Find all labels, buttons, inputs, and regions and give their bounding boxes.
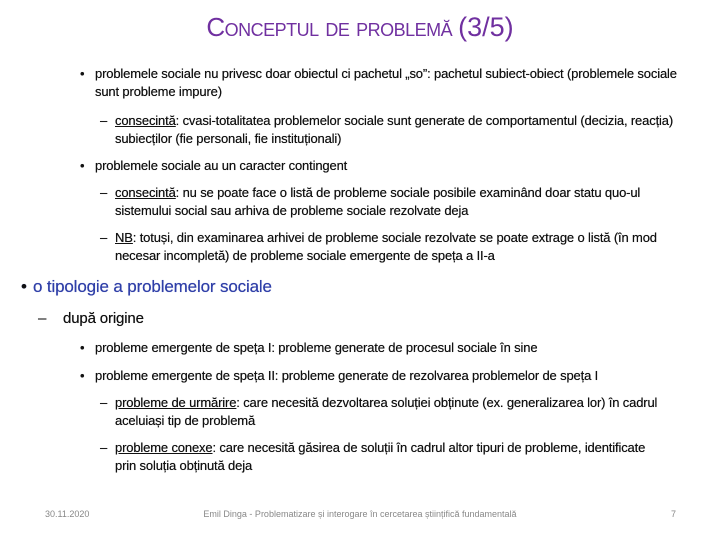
item-text: : care necesită găsirea de soluții în cadrul altor tipuri de probleme, identificate prin soluția obținută deja: [115, 440, 646, 473]
section-heading: [21, 276, 272, 298]
bullet-item: [80, 65, 685, 101]
item-term: consecintă: [115, 113, 176, 128]
item-text: : care necesită dezvoltarea soluției obținute (ex. generalizarea lor) în cadrul aceluiași tip de problemă: [115, 395, 658, 428]
item-text: problemele sociale au un caracter contingent: [95, 158, 348, 173]
sub-item: [100, 439, 655, 475]
sub-item: [100, 229, 695, 265]
dash-icon: –: [100, 395, 108, 410]
item-text: probleme emergente de spețа I: probleme generate de procesul sociale în sine: [95, 340, 538, 355]
bullet-item: [80, 367, 705, 385]
sub-item: [100, 184, 695, 220]
footer-date: 30.11.2020: [45, 509, 90, 519]
dash-icon: –: [100, 230, 108, 245]
dash-icon: –: [38, 310, 47, 327]
bullet-icon: •: [21, 277, 27, 296]
bullet-icon: •: [80, 368, 85, 383]
slide-title: [0, 10, 720, 44]
dash-icon: –: [100, 113, 108, 128]
item-text: problemele sociale nu privesc doar obiectul ci pachetul „so”: pachetul subiect-obiect (problemele sociale sunt probleme impure): [95, 66, 677, 99]
bullet-icon: •: [80, 158, 85, 173]
footer-title: Emil Dinga - Problematizare și interogare în cercetarea științifică fundamentală: [203, 509, 517, 519]
bullet-item: [80, 339, 685, 357]
dash-icon: –: [100, 440, 108, 455]
bullet-icon: •: [80, 340, 85, 355]
item-text: o tipologie a problemelor sociale: [33, 277, 272, 296]
sub-item: [100, 112, 695, 148]
sub-heading: [38, 309, 144, 329]
page-number: 7: [671, 509, 677, 519]
item-text: : nu se poate face o listă de probleme sociale posibile examinând doar statu quo-ul sistemului social sau arhiva de probleme sociale rezolvate deja: [115, 185, 641, 218]
item-text: : cvasi-totalitatea problemelor sociale sunt generate de comportamentul (decizia, reacția) subiecților (fie personali, fie instituționali): [115, 113, 674, 146]
bullet-icon: •: [80, 66, 85, 81]
item-term: consecintă: [115, 185, 176, 200]
item-text: probleme emergente de spețа II: probleme generate de rezolvarea problemelor de spețа I: [95, 368, 599, 383]
item-term: probleme conexe: [115, 440, 213, 455]
sub-item: [100, 394, 695, 430]
slide-counter: (3/5): [458, 12, 514, 42]
dash-icon: –: [100, 185, 108, 200]
item-text: după origine: [63, 310, 144, 327]
item-term: probleme de urmărire: [115, 395, 237, 410]
bullet-item: [80, 157, 685, 175]
slide-title-text: Conceptul de problemă: [206, 12, 453, 42]
item-text: : totuși, din examinarea arhivei de probleme sociale rezolvate se poate extrage o listă (în mod necesar incompletă) de probleme sociale emergente de speța a II-a: [115, 230, 657, 263]
item-term: NB: [115, 230, 133, 245]
